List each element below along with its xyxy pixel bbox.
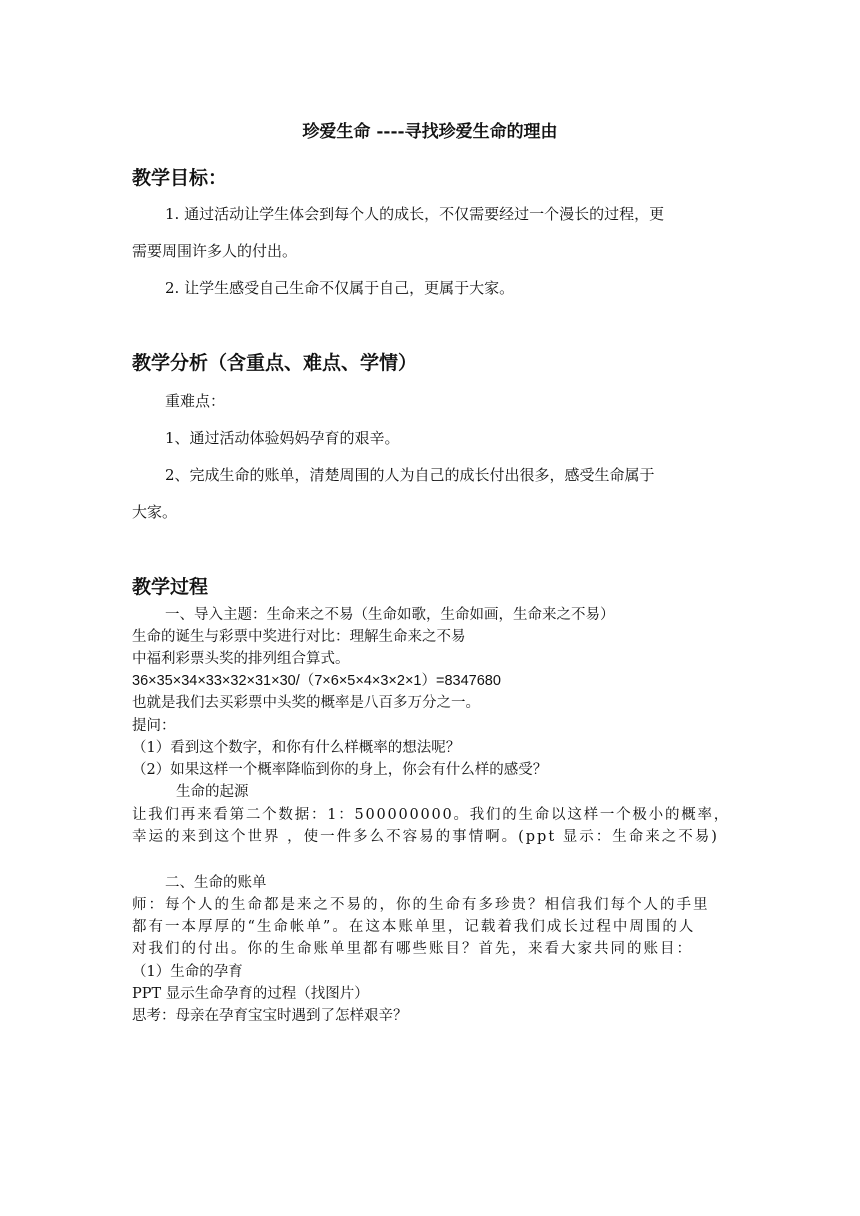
process-line: 生命的诞生与彩票中奖进行对比：理解生命来之不易 [132, 629, 466, 645]
goal-1-line-1: 1. 通过活动让学生体会到每个人的成长，不仅需要经过一个漫长的过程，更 [165, 205, 665, 223]
goal-2: 2. 让学生感受自己生命不仅属于自己，更属于大家。 [165, 279, 515, 297]
process-line: 也就是我们去买彩票中头奖的概率是八百多万分之一。 [132, 695, 480, 711]
process-line: 都有一本厚厚的“生命帐单”。在这本账单里，记载着我们成长过程中周围的人 [132, 919, 696, 935]
process-line: PPT 显示生命孕育的过程（找图片） [132, 986, 369, 1002]
process-line: 中福利彩票头奖的排列组合算式。 [132, 651, 350, 667]
page-title: 珍爱生命 ----寻找珍爱生命的理由 [302, 122, 558, 142]
question-2: （2）如果这样一个概率降临到你的身上，你会有什么样的感受？ [132, 762, 548, 778]
subheading-bill: 二、生命的账单 [165, 875, 267, 891]
process-line: 师：每个人的生命都是来之不易的，你的生命有多珍贵？相信我们每个人的手里 [132, 897, 710, 913]
section-heading-analysis: 教学分析（含重点、难点、学情） [132, 352, 418, 374]
process-line: 幸运的来到这个世界 ，使一件多么不容易的事情啊。(ppt 显示：生命来之不易) [132, 829, 719, 845]
process-line: 思考：母亲在孕育宝宝时遇到了怎样艰辛？ [132, 1008, 408, 1024]
lottery-formula: 36×35×34×33×32×31×30/（7×6×5×4×3×2×1）=8347680 [132, 673, 501, 689]
process-line: 对我们的付出。你的生命账单里都有哪些账目？首先，来看大家共同的账目： [132, 941, 693, 957]
key-points-label: 重难点： [165, 392, 226, 410]
process-line: 提问： [132, 718, 176, 734]
process-line: 一、导入主题：生命来之不易（生命如歌，生命如画，生命来之不易） [165, 607, 615, 623]
goal-1-line-2: 需要周围许多人的付出。 [132, 242, 298, 260]
section-heading-process: 教学过程 [132, 576, 209, 598]
analysis-point-2-line-1: 2、完成生命的账单，清楚周围的人为自己的成长付出很多，感受生命属于 [165, 466, 655, 484]
process-line: 让我们再来看第二个数据：1：500000000。我们的生命以这样一个极小的概率， [132, 807, 731, 823]
question-1: （1）看到这个数字，和你有什么样概率的想法呢？ [132, 740, 461, 756]
analysis-point-1: 1、通过活动体验妈妈孕育的艰辛。 [165, 429, 400, 447]
process-line: （1）生命的孕育 [132, 964, 243, 980]
subheading-origin: 生命的起源 [176, 784, 249, 800]
section-heading-goals: 教学目标： [132, 167, 228, 189]
analysis-point-2-line-2: 大家。 [132, 503, 178, 521]
